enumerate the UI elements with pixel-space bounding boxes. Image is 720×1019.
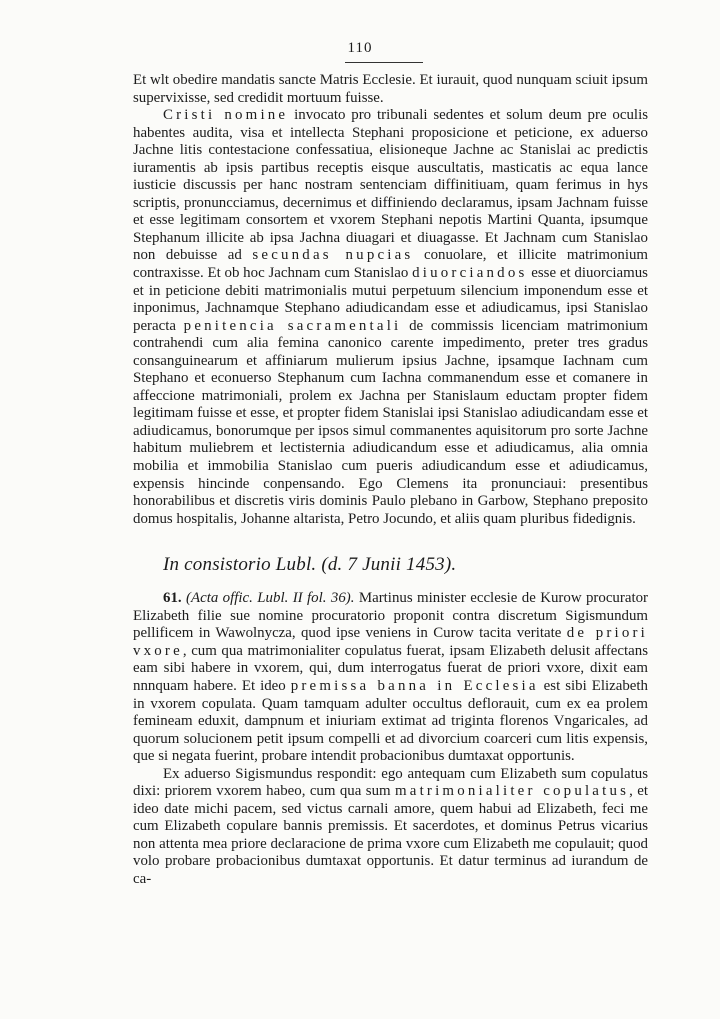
sentence-text: esse et diuorciamus et in peticione debiti matrimonialis mutui perpetuum silencium imponendum esse et inponimus, Jachnamque Stephano adiudicandam esse et adiudicamus, ipsi Stanislao peracta <box>133 265 648 334</box>
entry-text: , cum qua matrimonialiter copulatus fuerat, ipsam Elizabeth delusit affectans eam sibi habere in vxorem, qui, dum interrogatus fuerat de priori vxore, dixit eam nnnquam habere. Et ideo <box>133 642 648 694</box>
paragraph-sentence <box>133 107 648 528</box>
spaced-phrase: diuorciandos <box>412 265 528 282</box>
section-heading: In consistorio Lubl. (d. 7 Junii 1453). <box>163 554 457 576</box>
paragraph-oath <box>133 72 648 107</box>
response-text: Ex aduerso Sigismundus respondit: ego antequam cum Elizabeth sum copulatus dixi: priorem vxorem habeo, cum qua sum <box>133 765 648 800</box>
paragraph-oath-text: Et wlt obedire mandatis sancte Matris Ecclesie. Et iurauit, quod nunquam sciuit ipsum supervixisse, sed credidit mortuum fuisse. <box>133 72 648 106</box>
entry-61 <box>133 590 648 765</box>
paragraph-response <box>133 766 648 889</box>
spaced-phrase: secundas nupcias <box>252 247 414 264</box>
spaced-phrase: de priori vxore <box>133 625 648 659</box>
sentence-text: conuolare, et illicite matrimonium contraxisse. Et ob hoc Jachnam cum Stanislao <box>133 247 648 282</box>
sentence-text: invocato pro tribunali sedentes et solum deum pre oculis habentes audita, visa et intellecta Stephani proposicione et peticione, ex aduerso Jachne litis contestacione confessatiua, elisioneque Jachne ac Stanislai ac predictis iuramentis ab ipsis partibus receptis eisque auscultatis, masticatis ac equa lance iusticie discussis per hanc nostram sentenciam diffinitiuam, quam ferimus in hys scriptis, pronuncciamus, decernimus et diffiniendo declaramus, ipsam Jachnam fuisse et esse legitimam consortem et vxorem Stephani nepotis Martini Quanta, ipsumque Stephanum illicite ab ipsa Jachna diuagari et diuagasse. Et Jachnam cum Stanislao non debuisse ad <box>133 107 648 264</box>
page-number-rule <box>345 62 423 63</box>
entry-text: est sibi Elizabeth in vxorem copulata. Quam tamquam adulter occultus deflorauit, cum ex ea prolem femineam eduxit, dampnum et iniuriam extimat ad triginta florenos Vngaricales, ad quorum solucionem petit ipsum compelli et ad divorcium coarceri cum litis expensis, que si negata fuerint, probare intendit probacionibus dumtaxat opportunis. <box>133 677 648 765</box>
response-text: , et ideo date michi pacem, sed victus carnali amore, quem habui ad Elizabeth, feci me cum Elizabeth copulare bannis premissis. Et sacerdotes, et dominus Petrus vicarius non attenta mea priore declaracione de prima vxore cum Elizabeth me copulauit; quod volo probare probacionibus dumtaxat opportunis. Et datur terminus ad iurandum de ca- <box>133 783 648 887</box>
sentence-text: de commissis licenciam matrimonium contrahendi cum alia femina canonico carente impedimento, preter tres gradus consanguinearum et affiniarum mulierum ipsius Jachne, ipsamque Iachnam cum Stephano et econuerso Stephanum cum Iachna commanendum esse et comanere in affeccione matrimoniali, prolem ex Jachna per Stanislaum eductam propter fidem legitimam fuisse et esse, et propter fidem Stanislai ipsi Stanislao adiudicandam esse et adiudicamus, bonorumque per ipsos simul commanentes aquisitorum pro sorte Jachne habitum muliebrem et lectisternia adiudicandum esse et adiudicamus, alia omnia mobilia et immobilia Stanislao cum pueris adiudicandum esse et adiudicamus, expensis hincinde conpensando. Ego Clemens ita pronunciaui: presentibus honorabilibus et discretis viris dominis Paulo plebano in Garbow, Stephano preposito domus hospitalis, Johanne altarista, Petro Jocundo, et aliis quam pluribus fidedignis. <box>133 317 649 527</box>
entry-number: 61. <box>163 590 182 607</box>
entry-text: Martinus minister ecclesie de Kurow procurator Elizabeth filie sue nomine procuratorio proponit contra discretum Sigismundum pellificem in Wawolnycza, quod ipse veniens in Curow tacita veritate <box>133 590 648 642</box>
spaced-phrase: premissa banna in Ecclesia <box>290 677 539 694</box>
spaced-phrase: Cristi nomine <box>163 107 289 124</box>
spaced-phrase: penitencia sacramentali <box>183 317 402 334</box>
page-number: 110 <box>347 40 373 56</box>
entry-source: (Acta offic. Lubl. II fol. 36). <box>186 590 355 607</box>
spaced-phrase: matrimonialiter copulatus <box>395 783 630 800</box>
body-text <box>133 72 648 889</box>
